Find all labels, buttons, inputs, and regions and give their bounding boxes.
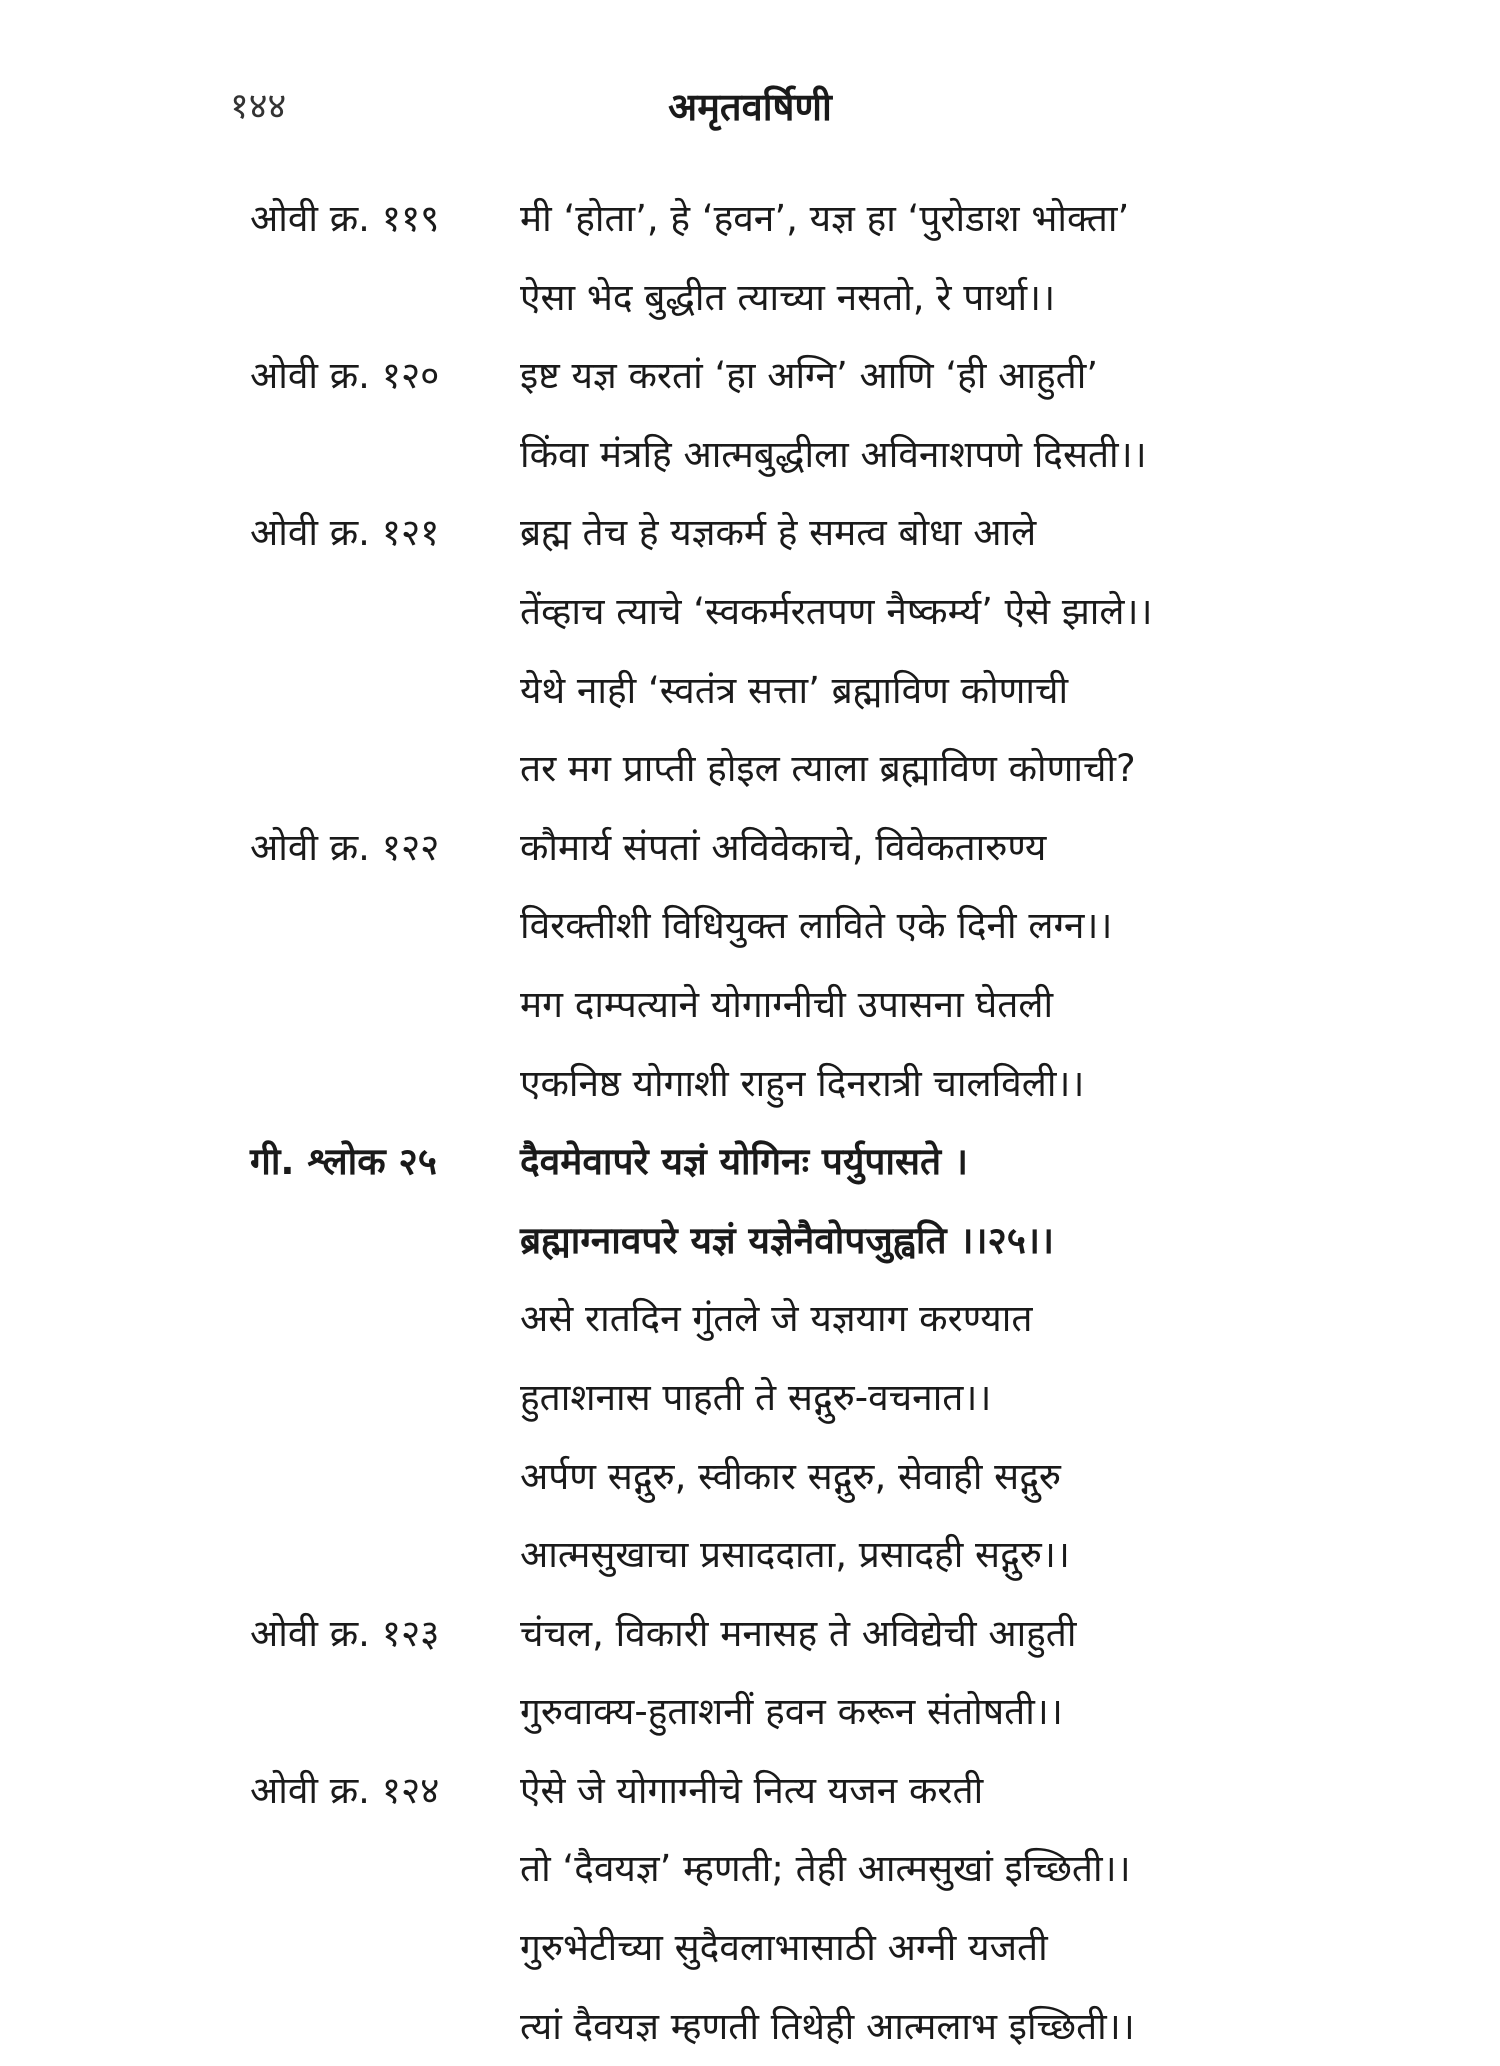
verse-text: मग दाम्पत्याने योगाग्नीची उपासना घेतली [520,982,1054,1026]
verse-text: अर्पण सद्गुरु, स्वीकार सद्गुरु, सेवाही सद्गुरु [520,1454,1062,1498]
verse-line [0,809,1500,888]
shloka-line [0,1202,1500,1281]
verse-line [0,1280,1500,1359]
verse-text: ऐसे जे योगाग्नीचे नित्य यजन करती [520,1768,984,1812]
verse-text: मी ‘होता’, हे ‘हवन’, यज्ञ हा ‘पुरोडाश भोक्ता’ [520,197,1130,240]
verse-line [0,1359,1500,1438]
verse-text: त्यां दैवयज्ञ म्हणती तिथेही आत्मलाभ इच्छिती।। [520,2004,1135,2048]
page-header [0,80,1500,140]
verse-text: तो ‘दैवयज्ञ’ म्हणती; तेही आत्मसुखां इच्छिती।। [520,1847,1131,1891]
verse-line [0,1830,1500,1909]
verse-text: येथे नाही ‘स्वतंत्र सत्ता’ ब्रह्माविण कोणाची [520,668,1069,712]
verse-text: हुताशनास पाहती ते सद्गुरु-वचनात।। [520,1375,992,1419]
verse-line [0,1045,1500,1124]
shloka-line [0,1123,1500,1202]
verse-line [0,259,1500,338]
verse-label: ओवी क्र. १२३ [250,1611,440,1655]
verse-text: एकनिष्ठ योगाशी राहुन दिनरात्री चालविली।। [520,1061,1085,1105]
verse-text: विरक्तीशी विधियुक्त लाविते एके दिनी लग्न।। [520,904,1113,948]
verse-line [0,180,1500,259]
verse-line [0,494,1500,573]
verse-line [0,1516,1500,1595]
shloka-text: दैवमेवापरे यज्ञं योगिनः पर्युपासते । [520,1140,969,1184]
verse-line [0,573,1500,652]
verse-text: तेंव्हाच त्याचे ‘स्वकर्मरतपण नैष्कर्म्य’ ऐसे झाले।। [520,589,1153,633]
verse-line [0,1595,1500,1674]
verse-content [0,180,1500,2066]
verse-label: ओवी क्र. १२० [250,354,440,398]
verse-line [0,1673,1500,1752]
verse-label: ओवी क्र. १२२ [250,825,440,869]
verse-line [0,1438,1500,1517]
verse-line [0,1909,1500,1988]
verse-text: ब्रह्म तेच हे यज्ञकर्म हे समत्व बोधा आले [520,511,1037,555]
verse-line [0,966,1500,1045]
book-title: अमृतवर्षिणी [668,85,832,129]
verse-line [0,337,1500,416]
verse-label: ओवी क्र. १२१ [250,511,440,555]
verse-text: इष्ट यज्ञ करतां ‘हा अग्नि’ आणि ‘ही आहुती’ [520,354,1099,398]
verse-line [0,1752,1500,1831]
verse-text: किंवा मंत्रहि आत्मबुद्धीला अविनाशपणे दिसती।। [520,432,1147,476]
verse-text: गुरुवाक्य-हुताशनीं हवन करून संतोषती।। [520,1690,1063,1734]
verse-line [0,730,1500,809]
verse-text: ऐसा भेद बुद्धीत त्याच्या नसतो, रे पार्था।। [520,275,1056,319]
verse-label: ओवी क्र. १२४ [250,1768,440,1812]
verse-line [0,416,1500,495]
page-number: १४४ [230,86,287,127]
verse-text: आत्मसुखाचा प्रसाददाता, प्रसादही सद्गुरु।। [520,1533,1070,1577]
shloka-text: ब्रह्माग्नावपरे यज्ञं यज्ञेनैवोपजुह्वति ।।२५।। [520,1218,1055,1262]
verse-label: ओवी क्र. ११९ [250,197,440,240]
shloka-label: गी. श्लोक २५ [250,1140,438,1184]
verse-text: तर मग प्राप्ती होइल त्याला ब्रह्माविण कोणाची? [520,747,1136,791]
verse-text: चंचल, विकारी मनासह ते अविद्येची आहुती [520,1611,1077,1655]
verse-text: असे रातदिन गुंतले जे यज्ञयाग करण्यात [520,1297,1033,1341]
verse-text: कौमार्य संपतां अविवेकाचे, विवेकतारुण्य [520,825,1047,869]
verse-line [0,652,1500,731]
verse-text: गुरुभेटीच्या सुदैवलाभासाठी अग्नी यजती [520,1926,1048,1970]
verse-line [0,887,1500,966]
verse-line [0,1988,1500,2066]
